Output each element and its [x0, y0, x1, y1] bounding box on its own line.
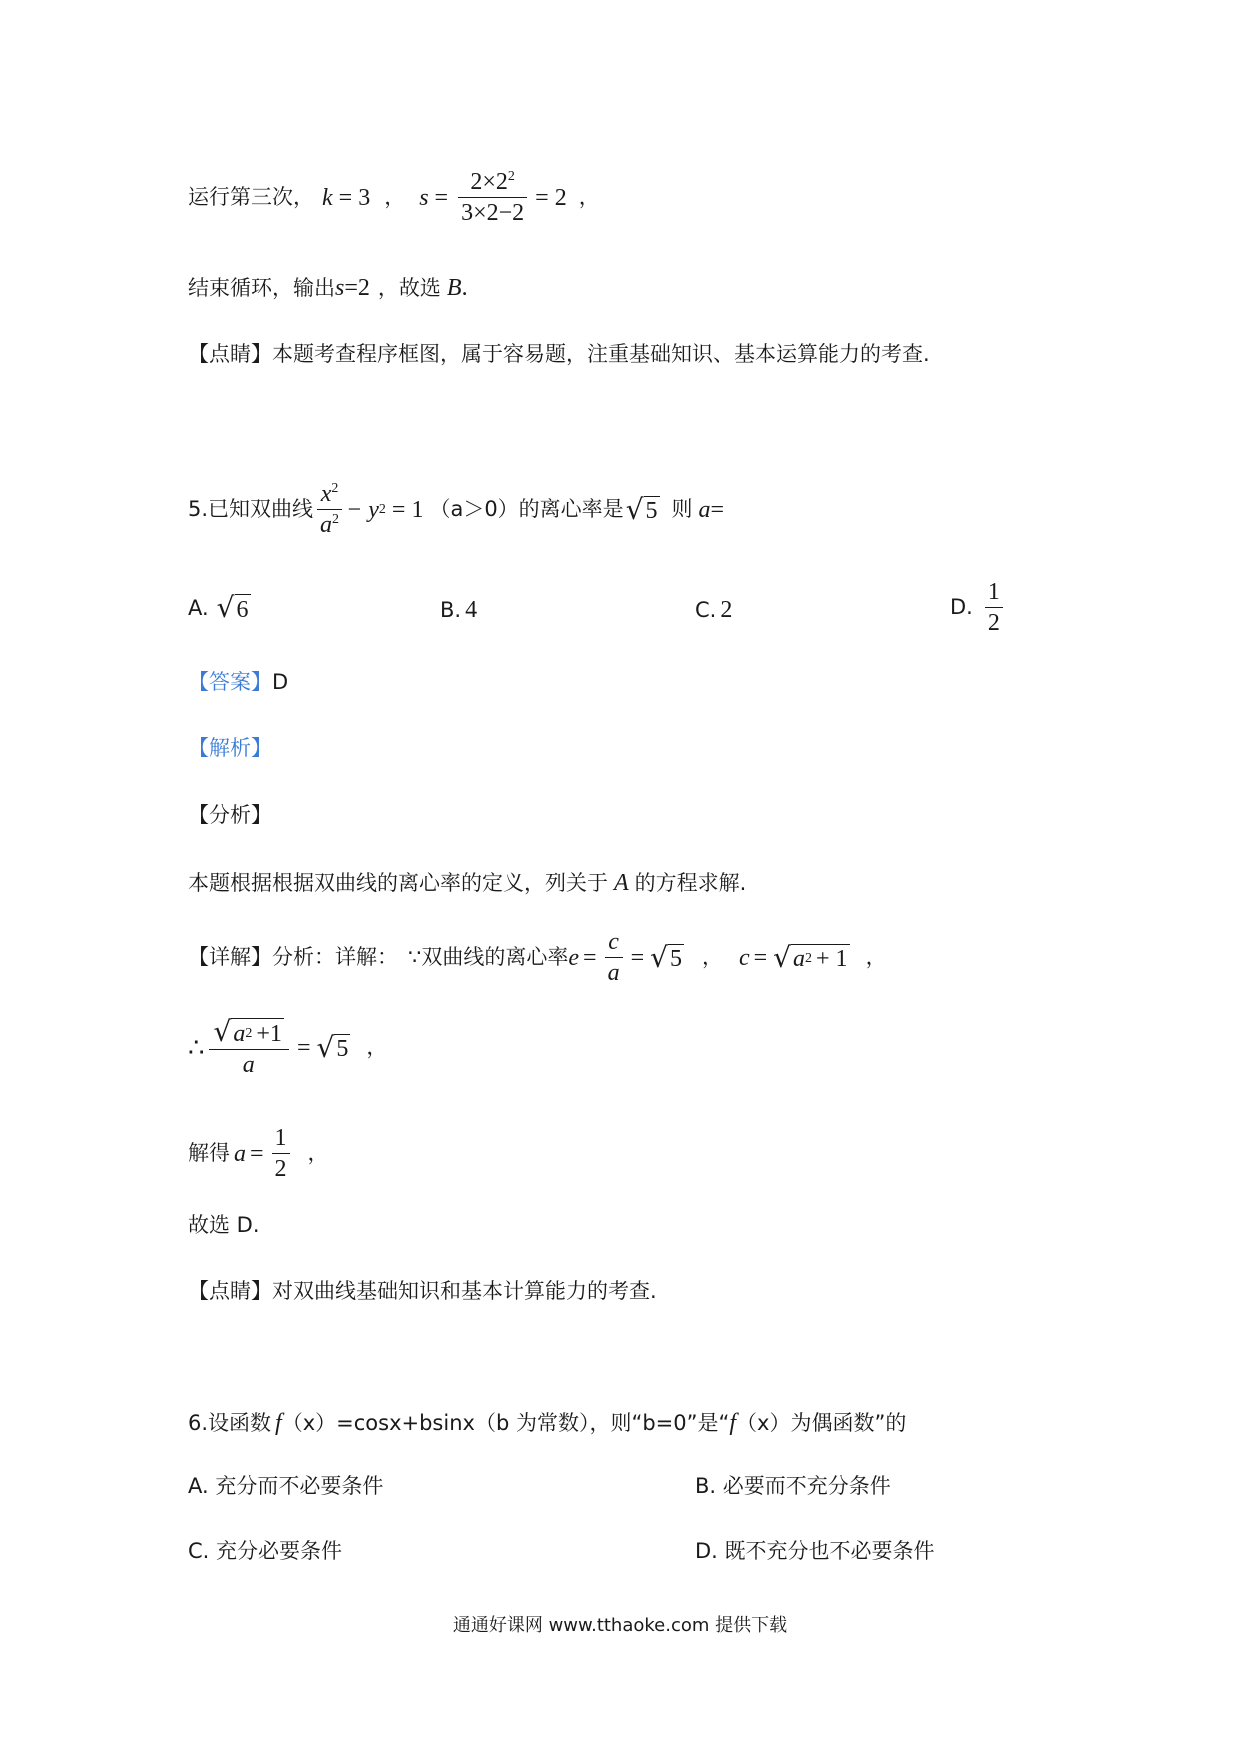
sep: ， [578, 185, 600, 209]
option-6-a[interactable] [188, 1476, 383, 1497]
dianjing-q5 [188, 1281, 657, 1302]
plus-one: + 1 [816, 946, 848, 972]
text: 故选 D. [188, 1213, 260, 1237]
plus-one: +1 [256, 1020, 282, 1047]
jiexi-tag: 【解析】 [188, 736, 272, 760]
sqrt [625, 492, 660, 526]
var-a: a [233, 1020, 246, 1047]
text: 本题根据根据双曲线的离心率的定义，列关于 [188, 870, 608, 895]
question-5 [188, 482, 724, 537]
option-label: B. [440, 597, 462, 622]
footer-text: 通通好课网 www.tthaoke.com 提供下载 [452, 1615, 788, 1636]
jiexi-line [188, 738, 272, 759]
radical-sign: √ [773, 940, 792, 974]
stem: 6.设函数 [188, 1410, 272, 1435]
exponent: 2 [378, 501, 386, 517]
radical-sign: √ [316, 1030, 335, 1064]
fenxi-tag: 【分析】 [188, 803, 272, 827]
equals: = [250, 1140, 264, 1167]
denominator: 2 [274, 1156, 287, 1182]
func-f: f [729, 1410, 737, 1436]
solve-line [188, 1126, 329, 1181]
fraction [985, 580, 1003, 635]
value: 3 [358, 184, 371, 211]
fenxi-text [188, 871, 746, 895]
var-s: s [419, 184, 429, 211]
denominator: a [242, 1052, 255, 1078]
radical-sign: √ [625, 492, 644, 526]
numerator [318, 482, 342, 509]
option-5-d[interactable] [950, 580, 1007, 635]
fraction [317, 482, 342, 537]
sep: ， [307, 1141, 329, 1165]
xiangjie-line [188, 930, 887, 985]
denominator: 2 [987, 610, 1000, 636]
text: ∵双曲线的离心率 [408, 945, 569, 969]
sep: ， [701, 945, 723, 969]
option-5-b[interactable] [440, 598, 477, 622]
question-6 [188, 1411, 906, 1435]
result: = 2 [535, 184, 567, 211]
dianjing-q4 [188, 344, 930, 365]
denominator [317, 510, 342, 537]
fraction [272, 1126, 290, 1181]
text: 本题考查程序框图，属于容易题，注重基础知识、基本运算能力的考查. [272, 342, 930, 366]
radical-sign: √ [213, 1015, 232, 1048]
equals: = [434, 184, 449, 211]
var-s: s [335, 275, 345, 301]
option-value: 2 [720, 597, 733, 623]
equals: = [753, 944, 768, 971]
sep: ， [366, 1035, 388, 1059]
numerator: c [608, 929, 619, 955]
var-e: e [568, 944, 580, 971]
option-6-b[interactable] [695, 1476, 891, 1497]
numerator [209, 1015, 289, 1049]
radical-sign: √ [216, 591, 235, 624]
func-f: f [275, 1410, 282, 1436]
option-label: D. [950, 595, 973, 619]
exponent: 2 [331, 481, 339, 496]
var-a: a [698, 496, 711, 523]
choice: B [446, 275, 462, 301]
fraction [605, 930, 623, 985]
radical-sign: √ [650, 940, 668, 974]
var-a: a [320, 512, 333, 538]
equals: = [296, 1034, 311, 1061]
therefore-line [188, 1015, 388, 1078]
equals: = [338, 184, 353, 211]
equals: = [710, 496, 725, 523]
radicand [231, 1018, 284, 1046]
equals: = [630, 944, 645, 971]
answer-value: D [272, 670, 289, 694]
text: 结束循环，输出 [188, 275, 335, 300]
radicand: 5 [668, 944, 684, 972]
stem: 5.已知双曲线 [188, 497, 314, 521]
option-text: D. 既不充分也不必要条件 [695, 1539, 935, 1563]
sqrt [650, 940, 684, 974]
text: 分析：详解： [272, 945, 398, 969]
var-a: a [234, 1140, 246, 1167]
value: =2 [344, 275, 370, 301]
text: 解得 [188, 1141, 230, 1165]
xiangjie-tag: 【详解】 [188, 945, 272, 969]
denominator: a [607, 960, 620, 986]
option-text: C. 充分必要条件 [188, 1539, 343, 1563]
equals: = [583, 944, 597, 971]
exponent: 2 [507, 169, 515, 184]
text: 的方程求解. [634, 870, 747, 895]
fraction [209, 1015, 289, 1078]
tag: 【点睛】 [188, 342, 272, 366]
sqrt [216, 591, 251, 624]
fraction [458, 170, 527, 225]
option-label: C. [695, 597, 717, 622]
text: 运行第三次， [188, 185, 314, 209]
text: 对双曲线基础知识和基本计算能力的考查. [272, 1279, 657, 1303]
guxuan-line [188, 1215, 260, 1236]
sqrt [773, 940, 849, 974]
option-6-d[interactable] [695, 1541, 935, 1562]
option-5-c[interactable] [695, 598, 732, 622]
tag: 【点睛】 [188, 1279, 272, 1303]
equals-one: = 1 [391, 496, 424, 523]
sep: ， [865, 945, 887, 969]
therefore-symbol: ∴ [188, 1032, 205, 1062]
answer-tag: 【答案】 [188, 670, 272, 694]
numerator: 1 [274, 1125, 287, 1151]
exponent: 2 [805, 951, 813, 966]
term-y: − y [346, 496, 379, 523]
radicand: 6 [235, 594, 251, 622]
text: ，故选 [377, 275, 441, 300]
var-a: a [793, 946, 806, 972]
option-label: A. [188, 595, 209, 620]
numerator: 1 [987, 579, 1000, 605]
option-5-a[interactable] [188, 591, 253, 624]
exponent: 2 [245, 1025, 253, 1041]
option-text: B. 必要而不充分条件 [695, 1474, 891, 1498]
exponent: 2 [332, 512, 340, 527]
stem: （x）=cosx+bsinx（b 为常数），则“b=0”是“ [281, 1410, 730, 1435]
var-x: x [320, 481, 332, 507]
radicand: 5 [644, 496, 660, 524]
option-text: A. 充分而不必要条件 [188, 1474, 384, 1498]
stem: 则 [671, 497, 693, 521]
denominator: 3×2−2 [461, 200, 525, 226]
var-k: k [322, 184, 333, 211]
sep: ， [384, 185, 406, 209]
option-6-c[interactable] [188, 1541, 342, 1562]
line-run-third [188, 170, 600, 225]
var-A: A [614, 870, 629, 896]
radicand [791, 944, 850, 972]
footer [0, 1617, 1240, 1635]
condition: （a＞0）的离心率是 [429, 497, 624, 521]
line-end-loop [188, 276, 468, 300]
sqrt [213, 1015, 284, 1048]
var-c: c [738, 944, 750, 971]
radicand: 5 [334, 1034, 350, 1062]
fenxi-line [188, 805, 272, 826]
sqrt [316, 1030, 350, 1064]
stem: （x）为偶函数”的 [736, 1410, 907, 1435]
answer-line [188, 672, 288, 693]
option-value: 4 [465, 597, 478, 623]
num-text: 2×2 [470, 169, 508, 195]
dot: . [461, 275, 468, 301]
numerator [467, 170, 518, 197]
